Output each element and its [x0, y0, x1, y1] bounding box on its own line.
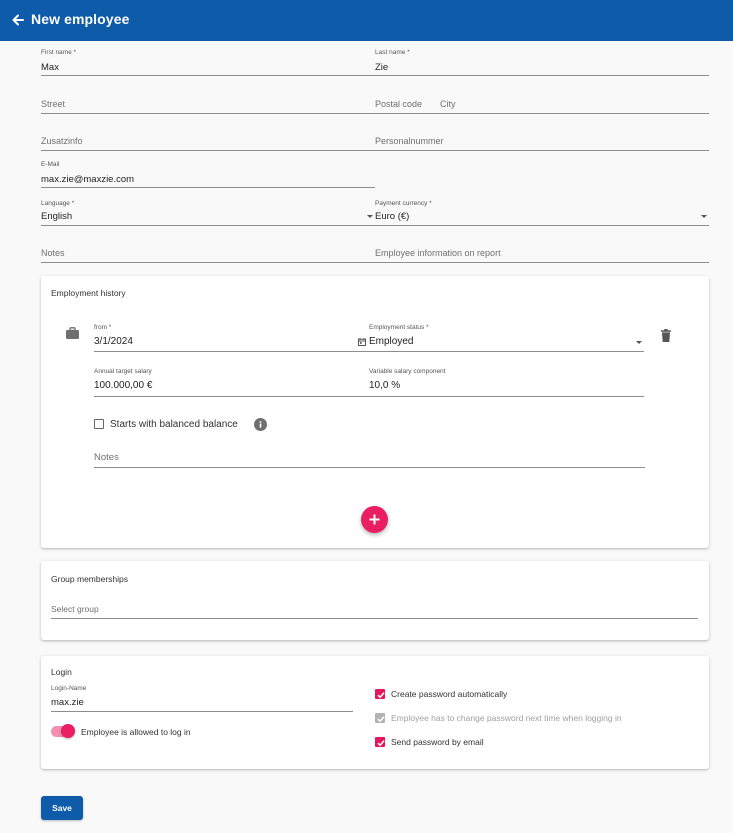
employment-status-value: Employed	[369, 336, 414, 347]
from-label: from *	[94, 324, 112, 331]
language-label: Language *	[41, 200, 75, 207]
email-label: E-Mail	[41, 161, 60, 168]
street-placeholder: Street	[41, 99, 66, 109]
login-title: Login	[51, 667, 72, 677]
employment-status-label: Employment status *	[369, 324, 429, 331]
chevron-down-icon	[636, 341, 642, 344]
allow-login-label: Employee is allowed to log in	[81, 727, 191, 737]
first-name-value: Max	[41, 62, 59, 73]
payment-currency-value: Euro (€)	[375, 211, 410, 222]
change-password-checkbox[interactable]	[375, 713, 385, 723]
street-field[interactable]	[41, 96, 375, 114]
payment-currency-label: Payment currency *	[375, 200, 432, 207]
briefcase-icon	[66, 327, 79, 339]
back-arrow-icon[interactable]	[10, 11, 26, 29]
postal-code-field[interactable]	[375, 96, 436, 114]
last-name-field[interactable]	[375, 47, 709, 76]
first-name-label: First name *	[41, 49, 77, 56]
delete-icon[interactable]	[661, 329, 671, 342]
from-value: 3/1/2024	[94, 336, 133, 347]
allow-login-toggle-thumb[interactable]	[61, 724, 75, 738]
employment-history-title: Employment history	[51, 288, 126, 298]
postal-code-placeholder: Postal code	[375, 99, 423, 109]
from-date-field[interactable]	[94, 322, 369, 352]
employee-info-report-placeholder: Employee information on report	[375, 248, 501, 258]
zusatzinfo-field[interactable]	[41, 133, 375, 151]
zusatzinfo-placeholder: Zusatzinfo	[41, 136, 83, 146]
annual-salary-value: 100.000,00 €	[94, 380, 153, 391]
login-name-field[interactable]	[51, 683, 353, 712]
check-icon	[376, 738, 386, 748]
email-field[interactable]	[41, 159, 375, 188]
send-password-label: Send password by email	[391, 737, 484, 747]
app-bar	[0, 0, 733, 41]
balanced-balance-checkbox[interactable]	[94, 419, 104, 429]
info-icon[interactable]	[254, 418, 267, 431]
annual-salary-label: Annual target salary	[94, 368, 152, 375]
history-notes-placeholder: Notes	[94, 452, 119, 463]
variable-salary-value: 10,0 %	[369, 380, 401, 391]
change-password-label: Employee has to change password next time when logging in	[391, 713, 622, 723]
chevron-down-icon	[701, 215, 707, 218]
notes-field[interactable]	[41, 245, 375, 263]
plus-icon	[368, 513, 381, 526]
create-password-checkbox[interactable]	[375, 689, 385, 699]
group-memberships-title: Group memberships	[51, 574, 129, 584]
personalnummer-field[interactable]	[375, 133, 709, 151]
city-placeholder: City	[440, 99, 456, 109]
login-name-label: Login-Name	[51, 685, 87, 692]
variable-salary-field[interactable]	[369, 366, 644, 397]
calendar-icon[interactable]	[358, 338, 366, 346]
annual-salary-field[interactable]	[94, 366, 369, 397]
last-name-label: Last name *	[375, 49, 410, 56]
language-value: English	[41, 211, 73, 222]
balanced-balance-label: Starts with balanced balance	[110, 419, 238, 430]
last-name-value: Zie	[375, 62, 389, 73]
employee-info-report-field[interactable]	[375, 245, 709, 263]
check-icon	[376, 690, 386, 700]
language-select[interactable]	[41, 198, 375, 226]
payment-currency-select[interactable]	[375, 198, 709, 226]
create-password-label: Create password automatically	[391, 689, 508, 699]
city-field[interactable]	[436, 96, 709, 114]
login-name-value: max.zie	[51, 697, 84, 708]
page-title: New employee	[31, 11, 130, 27]
chevron-down-icon	[367, 215, 373, 218]
save-button[interactable]: Save	[41, 796, 83, 820]
notes-placeholder: Notes	[41, 248, 65, 258]
email-value: max.zie@maxzie.com	[41, 174, 135, 185]
personalnummer-placeholder: Personalnummer	[375, 136, 444, 146]
history-notes-field[interactable]	[94, 448, 645, 468]
select-group-field[interactable]	[51, 601, 698, 619]
add-employment-button[interactable]	[361, 506, 388, 533]
select-group-placeholder: Select group	[51, 604, 99, 614]
send-password-checkbox[interactable]	[375, 737, 385, 747]
variable-salary-label: Variable salary component	[369, 368, 446, 375]
check-icon	[376, 714, 386, 724]
first-name-field[interactable]	[41, 47, 375, 76]
employment-status-select[interactable]	[369, 322, 644, 352]
